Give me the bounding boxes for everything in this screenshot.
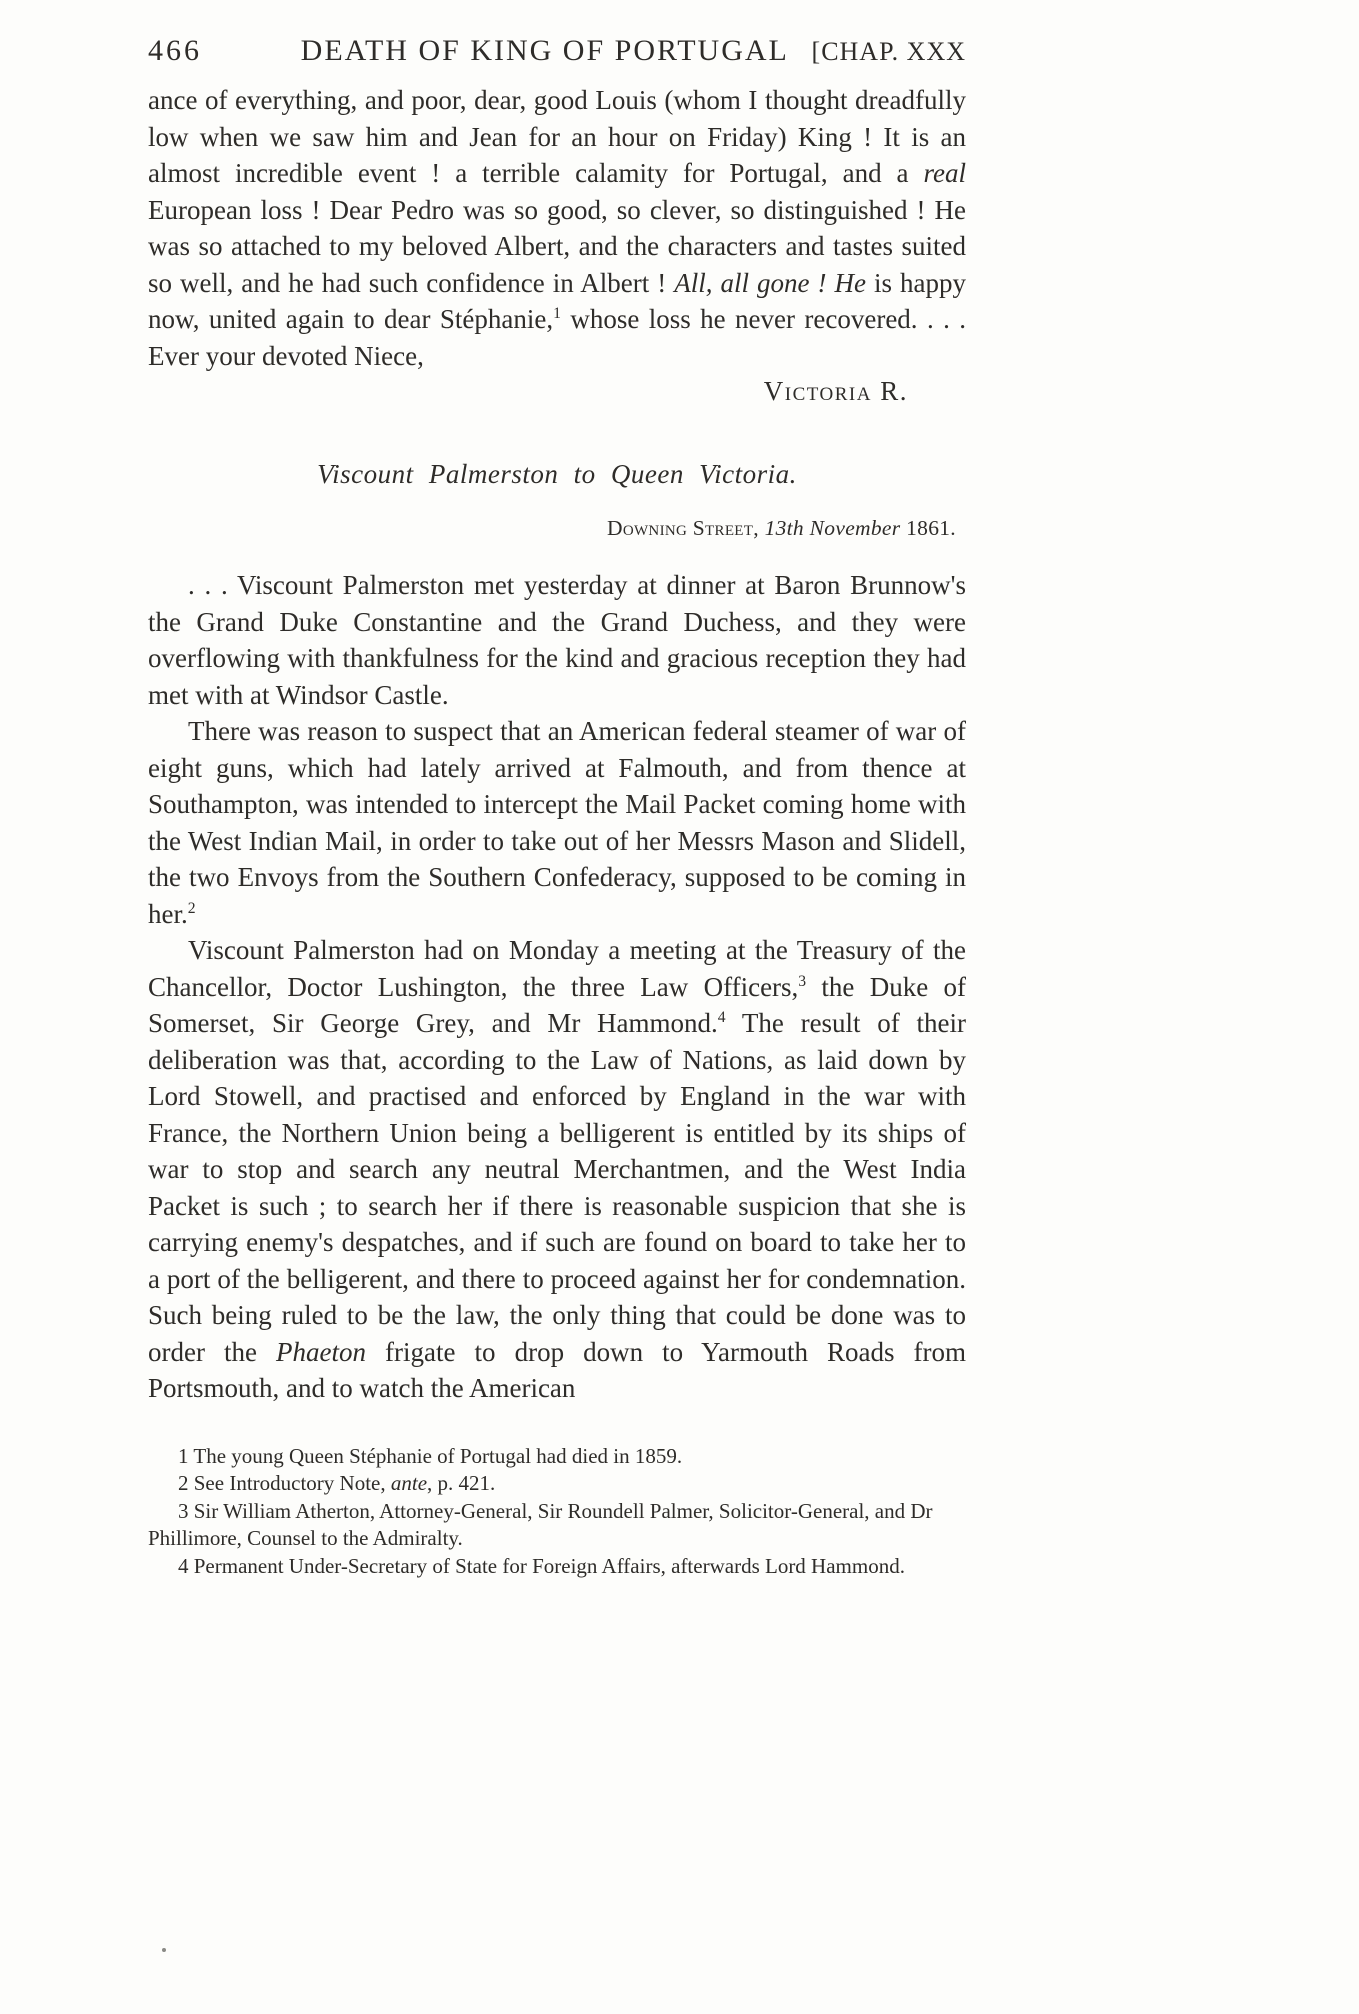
footnote: 3 Sir William Atherton, Attorney-General, Sir Roundell Palmer, Solicitor-General, and Dr Phillimore, Counsel to the Admiralty. bbox=[148, 1498, 933, 1550]
letter-heading: Viscount Palmerston to Queen Victoria. bbox=[317, 459, 797, 489]
chapter-label: [CHAP. XXX bbox=[811, 37, 966, 66]
page-number: 466 bbox=[148, 34, 202, 67]
letter-queen-victoria bbox=[148, 82, 966, 407]
footnote: 2 See Introductory Note, ante, p. 421. bbox=[178, 1471, 496, 1495]
footnotes bbox=[148, 1443, 966, 1581]
letter-paragraph: There was reason to suspect that an American federal steamer of war of eight guns, which had lately arrived at Falmouth, and from thence at Southampton, was intended to intercept the Mail Packet coming home with the West Indian Mail, in order to take out of her Messrs Mason and Slidell, the two Envoys from the Southern Confederacy, supposed to be coming in her.$^2$ bbox=[148, 716, 966, 929]
letter-palmerston bbox=[148, 459, 966, 1407]
signature: Victoria R. bbox=[763, 376, 908, 406]
letter-paragraph: ance of everything, and poor, dear, good Louis (whom I thought dreadfully low when we saw him and Jean for an hour on Friday) King ! It is an almost incredible event ! a terrible calamity for Portugal, and a real European loss ! Dear Pedro was so good, so clever, so distinguished ! He was so attached to my beloved Albert, and the characters and tastes suited so well, and he had such confidence in Albert ! All, all gone ! He is happy now, united again to dear Stéphanie,$^1$ whose loss he never recovered. . . . Ever your devoted Niece, bbox=[148, 85, 967, 371]
running-title: DEATH OF KING OF PORTUGAL bbox=[300, 34, 789, 67]
scan-speck bbox=[162, 1948, 166, 1952]
footnote: 1 The young Queen Stéphanie of Portugal had died in 1859. bbox=[178, 1443, 683, 1468]
dateline: Downing Street, 13th November 1861. bbox=[607, 516, 956, 540]
text-column bbox=[148, 34, 966, 1580]
letter-paragraph: Viscount Palmerston had on Monday a meeting at the Treasury of the Chancellor, Doctor Lushington, the three Law Officers,$^3$ the Duke of Somerset, Sir George Grey, and Mr Hammond.$^4$ The result of their deliberation was that, according to the Law of Nations, as laid down by Lord Stowell, and practised and enforced by England in the war with France, the Northern Union being a belligerent is entitled by its ships of war to stop and search any neutral Merchantmen, and the West India Packet is such ; to search her if there is reasonable suspicion that she is carrying enemy's despatches, and if such are found on board to take her to a port of the belligerent, and there to proceed against her for condemnation. Such being ruled to be the law, the only thing that could be done was to order the Phaeton frigate to drop down to Yarmouth Roads from Portsmouth, and to watch the American bbox=[148, 935, 967, 1403]
page-header bbox=[148, 34, 966, 68]
letter-paragraph: . . . Viscount Palmerston met yesterday at dinner at Baron Brunnow's the Grand Duke Constantine and the Grand Duchess, and they were overflowing with thankfulness for the kind and gracious reception they had met with at Windsor Castle. bbox=[148, 570, 966, 710]
footnote: 4 Permanent Under-Secretary of State for Foreign Affairs, afterwards Lord Hammond. bbox=[178, 1553, 905, 1578]
